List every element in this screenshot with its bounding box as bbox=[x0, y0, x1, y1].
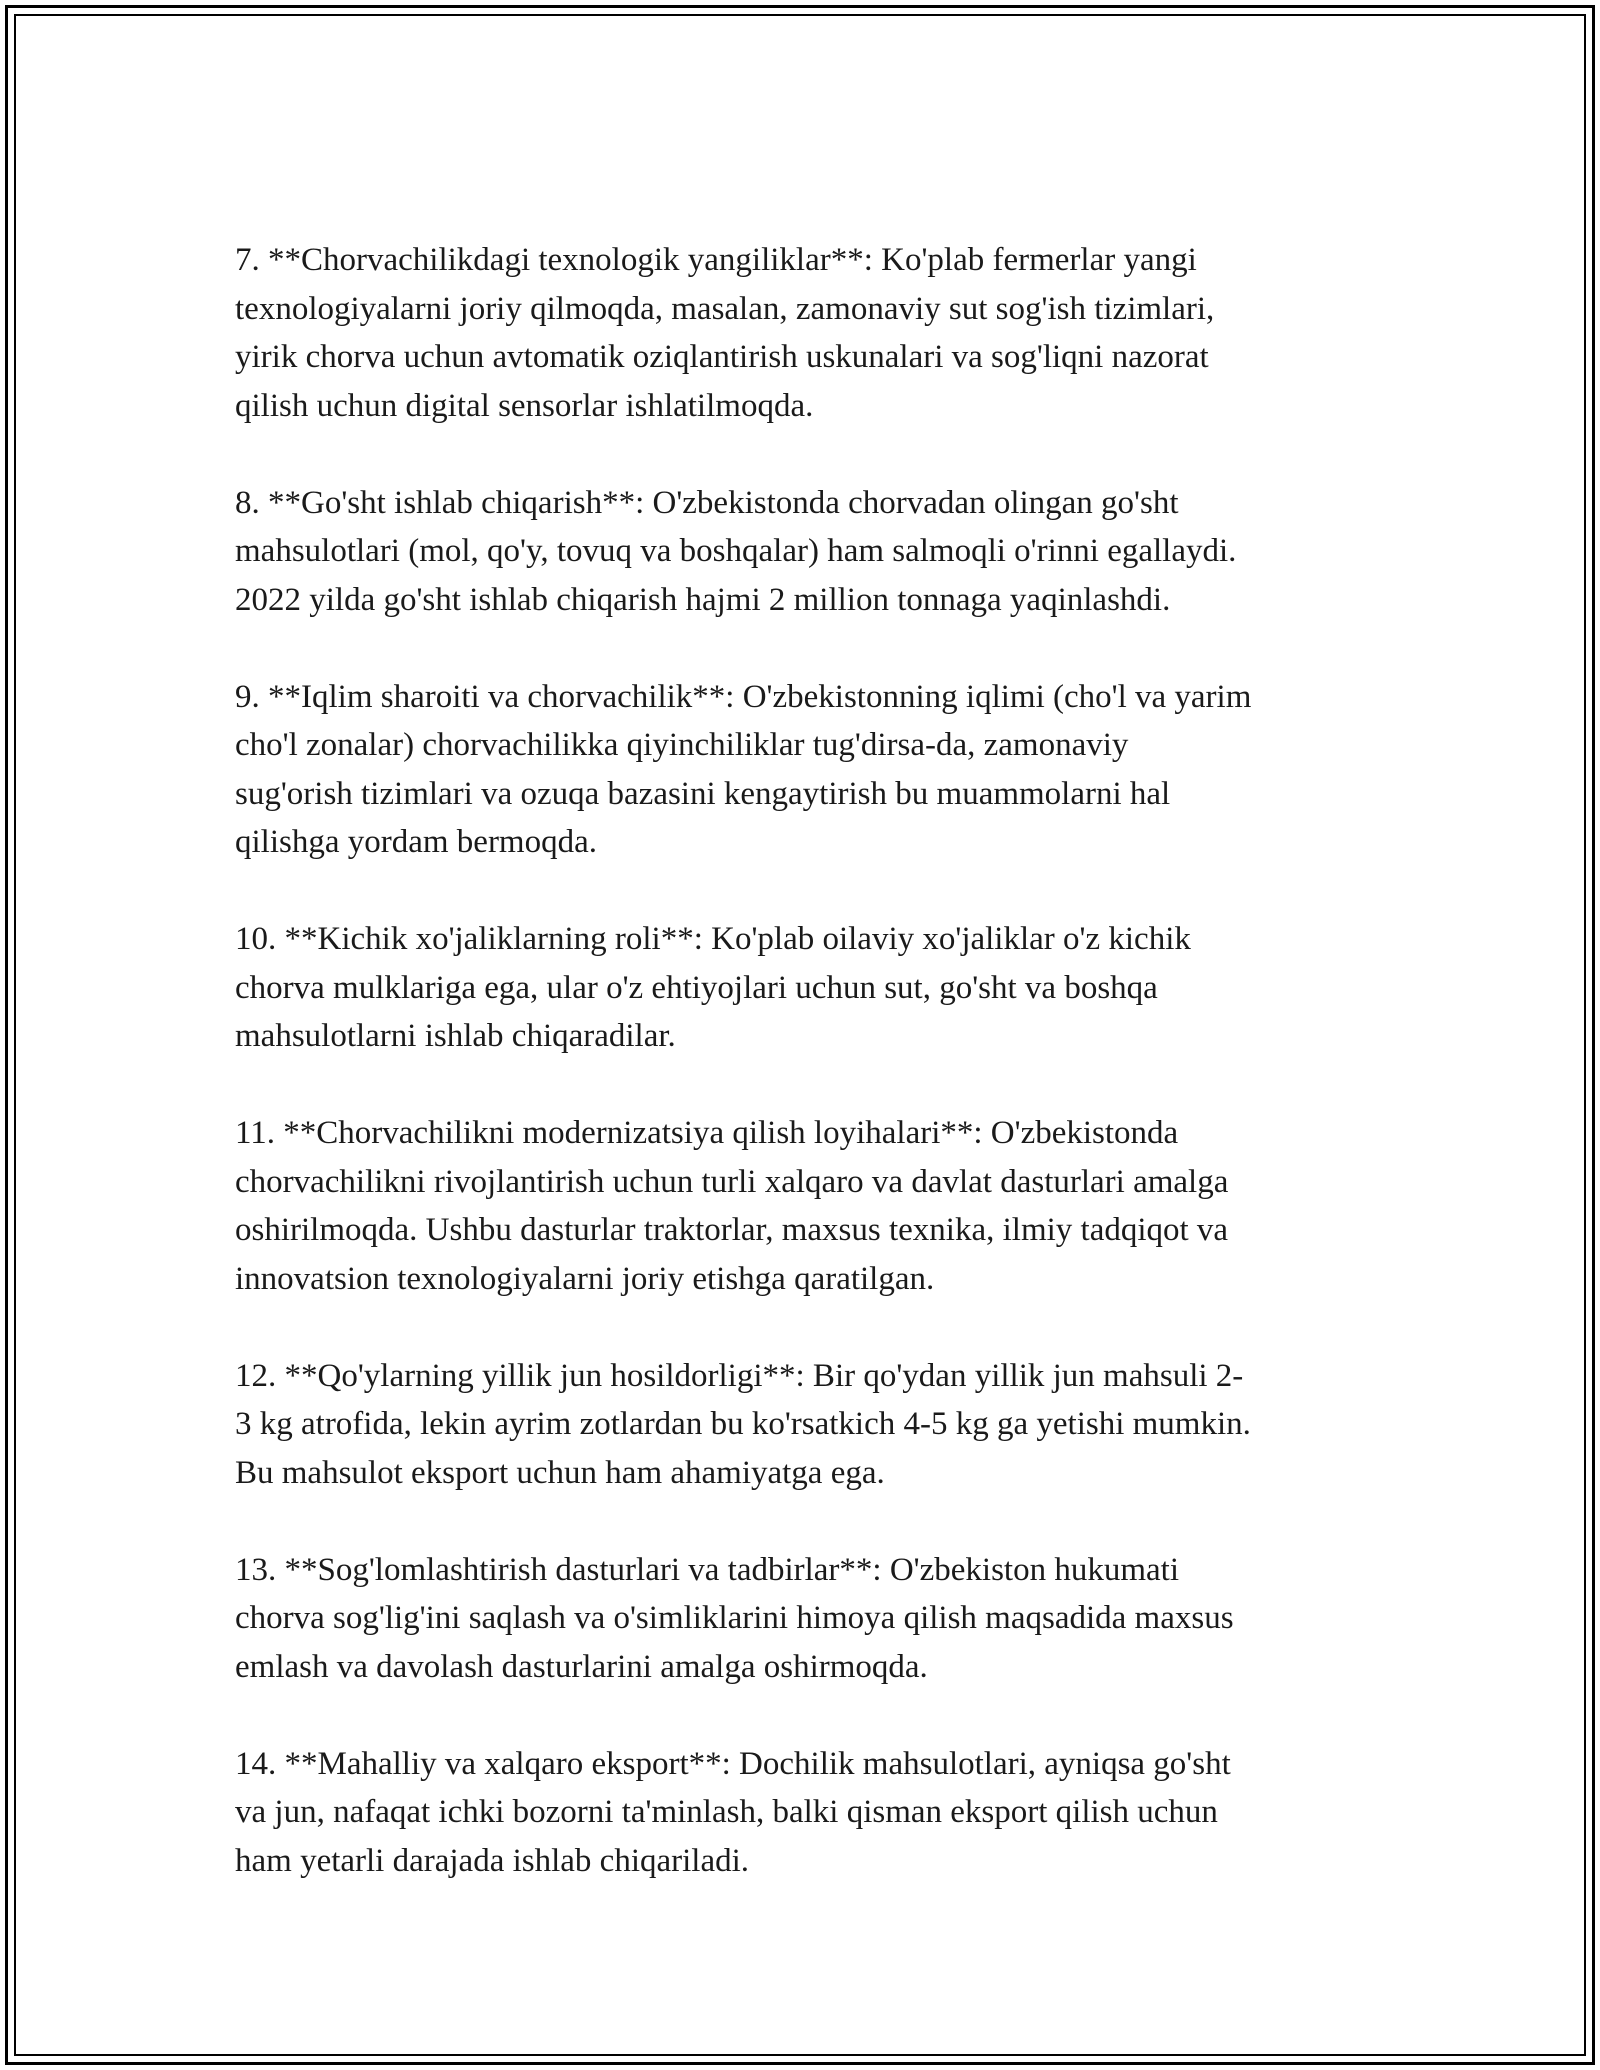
paragraph-line: mahsulotlarni ishlab chiqaradilar. bbox=[235, 1018, 676, 1054]
document-body bbox=[235, 236, 1375, 1934]
paragraph-line: emlash va davolash dasturlarini amalga oshirmoqda. bbox=[235, 1648, 928, 1685]
paragraph-line: 10. **Kichik xo'jaliklarning roli**: Ko'plab oilaviy xo'jaliklar o'z kichik bbox=[235, 921, 1191, 957]
paragraph-line: 14. **Mahalliy va xalqaro eksport**: Dochilik mahsulotlari, ayniqsa go'sht bbox=[235, 1745, 1231, 1782]
paragraph-line: sug'orish tizimlari va ozuqa bazasini kengaytirish bu muammolarni hal bbox=[235, 775, 1171, 812]
paragraph-line: 13. **Sog'lomlashtirish dasturlari va tadbirlar**: O'zbekiston hukumati bbox=[235, 1551, 1179, 1588]
paragraph-line: 12. **Qo'ylarning yillik jun hosildorligi**: Bir qo'ydan yillik jun mahsuli 2- bbox=[235, 1357, 1244, 1394]
paragraph-line: va jun, nafaqat ichki bozorni ta'minlash, balki qisman eksport qilish uchun bbox=[235, 1794, 1218, 1830]
paragraph-7 bbox=[235, 236, 1375, 430]
paragraph-line: chorva mulklariga ega, ular o'z ehtiyojlari uchun sut, go'sht va boshqa bbox=[235, 969, 1158, 1006]
paragraph-line: mahsulotlari (mol, qo'y, tovuq va boshqalar) ham salmoqli o'rinni egallaydi. bbox=[235, 533, 1237, 569]
paragraph-11 bbox=[235, 1109, 1375, 1303]
paragraph-line: 11. **Chorvachilikni modernizatsiya qilish loyihalari**: O'zbekistonda bbox=[235, 1115, 1179, 1151]
paragraph-line: Bu mahsulot eksport uchun ham ahamiyatga ega. bbox=[235, 1454, 885, 1491]
paragraph-line: qilishga yordam bermoqda. bbox=[235, 824, 598, 860]
paragraph-line: ham yetarli darajada ishlab chiqariladi. bbox=[235, 1842, 750, 1879]
paragraph-10 bbox=[235, 915, 1375, 1061]
paragraph-8 bbox=[235, 479, 1375, 625]
paragraph-line: 8. **Go'sht ishlab chiqarish**: O'zbekistonda chorvadan olingan go'sht bbox=[235, 484, 1179, 521]
paragraph-line: chorvachilikni rivojlantirish uchun turli xalqaro va davlat dasturlari amalga bbox=[235, 1163, 1229, 1200]
paragraph-line: 2022 yilda go'sht ishlab chiqarish hajmi 2 million tonnaga yaqinlashdi. bbox=[235, 581, 1171, 618]
paragraph-line: chorva sog'lig'ini saqlash va o'simliklarini himoya qilish maqsadida maxsus bbox=[235, 1600, 1234, 1636]
paragraph-9 bbox=[235, 673, 1375, 867]
paragraph-line: cho'l zonalar) chorvachilikka qiyinchiliklar tug'dirsa-da, zamonaviy bbox=[235, 727, 1129, 763]
paragraph-12 bbox=[235, 1352, 1375, 1498]
paragraph-line: yirik chorva uchun avtomatik oziqlantirish uskunalari va sog'liqni nazorat bbox=[235, 339, 1209, 375]
paragraph-line: 7. **Chorvachilikdagi texnologik yangiliklar**: Ko'plab fermerlar yangi bbox=[235, 242, 1197, 278]
paragraph-line: 9. **Iqlim sharoiti va chorvachilik**: O'zbekistonning iqlimi (cho'l va yarim bbox=[235, 678, 1252, 715]
paragraph-line: innovatsion texnologiyalarni joriy etishga qaratilgan. bbox=[235, 1260, 935, 1297]
paragraph-line: qilish uchun digital sensorlar ishlatilmoqda. bbox=[235, 387, 814, 424]
paragraph-line: oshirilmoqda. Ushbu dasturlar traktorlar, maxsus texnika, ilmiy tadqiqot va bbox=[235, 1212, 1229, 1248]
paragraph-line: texnologiyalarni joriy qilmoqda, masalan, zamonaviy sut sog'ish tizimlari, bbox=[235, 290, 1215, 327]
paragraph-line: 3 kg atrofida, lekin ayrim zotlardan bu ko'rsatkich 4-5 kg ga yetishi mumkin. bbox=[235, 1406, 1251, 1442]
paragraph-13 bbox=[235, 1546, 1375, 1692]
paragraph-14 bbox=[235, 1740, 1375, 1886]
